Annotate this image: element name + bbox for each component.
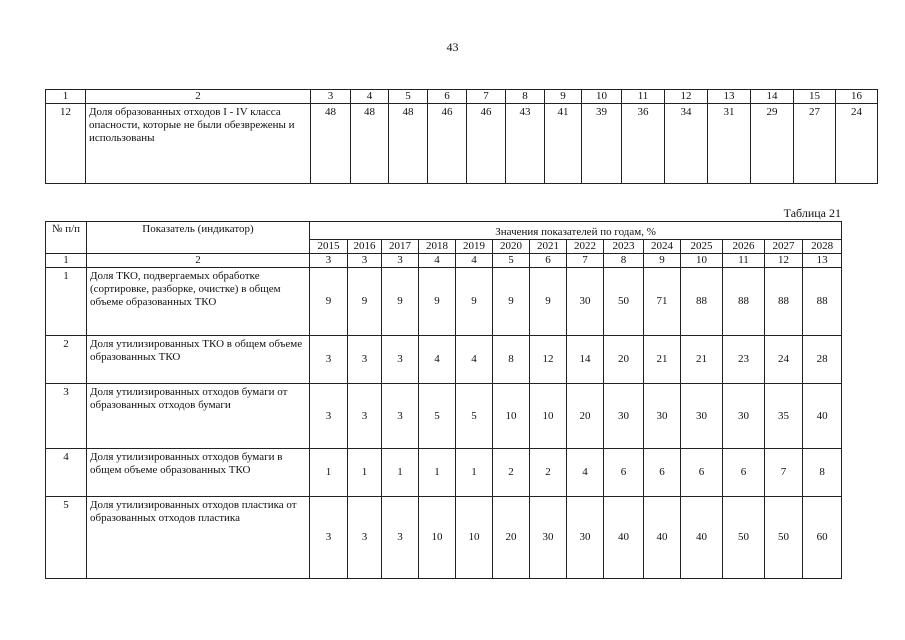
value-cell: 3 <box>382 336 419 384</box>
index-cell: 11 <box>723 254 765 268</box>
table-row <box>46 497 842 579</box>
value-cell: 3 <box>310 497 348 579</box>
index-cell: 7 <box>567 254 604 268</box>
value-cell: 24 <box>765 336 803 384</box>
column-number-cell: 6 <box>428 90 467 104</box>
value-cell: 41 <box>545 104 582 184</box>
year-header: 2016 <box>348 240 382 254</box>
year-header: 2022 <box>567 240 604 254</box>
indicator-label: Доля утилизированных отходов бумаги от образованных отходов бумаги <box>87 384 310 449</box>
value-cell: 23 <box>723 336 765 384</box>
value-cell: 43 <box>506 104 545 184</box>
year-header: 2025 <box>681 240 723 254</box>
value-cell: 8 <box>493 336 530 384</box>
value-cell: 7 <box>765 449 803 497</box>
value-cell: 9 <box>310 268 348 336</box>
page-number: 43 <box>446 40 459 54</box>
column-number-cell: 13 <box>708 90 751 104</box>
value-cell: 3 <box>382 384 419 449</box>
table-row <box>46 384 842 449</box>
year-header: 2027 <box>765 240 803 254</box>
value-cell: 4 <box>567 449 604 497</box>
value-cell: 88 <box>723 268 765 336</box>
value-cell: 27 <box>794 104 836 184</box>
column-number-cell: 7 <box>467 90 506 104</box>
index-cell: 9 <box>644 254 681 268</box>
value-cell: 21 <box>681 336 723 384</box>
table-caption: Таблица 21 <box>783 206 841 220</box>
value-cell: 5 <box>419 384 456 449</box>
value-cell: 48 <box>389 104 428 184</box>
value-cell: 30 <box>530 497 567 579</box>
indicator-label: Доля ТКО, подвергаемых обработке (сортировке, разборке, очистке) в общем объеме образованных ТКО <box>87 268 310 336</box>
value-cell: 3 <box>348 384 382 449</box>
column-number-cell: 15 <box>794 90 836 104</box>
index-cell: 10 <box>681 254 723 268</box>
value-cell: 1 <box>382 449 419 497</box>
value-cell: 88 <box>681 268 723 336</box>
value-cell: 9 <box>348 268 382 336</box>
row-number: 12 <box>46 104 86 184</box>
value-cell: 34 <box>665 104 708 184</box>
value-cell: 9 <box>382 268 419 336</box>
indicator-column-header: Показатель (индикатор) <box>87 222 310 254</box>
index-cell: 4 <box>456 254 493 268</box>
value-cell: 71 <box>644 268 681 336</box>
value-cell: 8 <box>803 449 842 497</box>
table-row <box>46 336 842 384</box>
column-number-cell: 1 <box>46 90 86 104</box>
index-cell: 1 <box>46 254 87 268</box>
column-number-cell: 16 <box>836 90 878 104</box>
value-cell: 50 <box>765 497 803 579</box>
value-cell: 9 <box>530 268 567 336</box>
index-cell: 6 <box>530 254 567 268</box>
row-number: 3 <box>46 384 87 449</box>
value-cell: 60 <box>803 497 842 579</box>
table-row <box>46 104 878 184</box>
year-header: 2018 <box>419 240 456 254</box>
index-cell: 2 <box>87 254 310 268</box>
value-cell: 4 <box>456 336 493 384</box>
value-cell: 1 <box>419 449 456 497</box>
value-cell: 9 <box>493 268 530 336</box>
value-cell: 36 <box>622 104 665 184</box>
value-cell: 1 <box>310 449 348 497</box>
value-cell: 48 <box>351 104 389 184</box>
index-cell: 3 <box>348 254 382 268</box>
value-cell: 1 <box>348 449 382 497</box>
value-cell: 10 <box>419 497 456 579</box>
value-cell: 6 <box>604 449 644 497</box>
year-header: 2020 <box>493 240 530 254</box>
column-number-cell: 5 <box>389 90 428 104</box>
value-cell: 12 <box>530 336 567 384</box>
indicator-label: Доля утилизированных отходов бумаги в общем объеме образованных ТКО <box>87 449 310 497</box>
value-cell: 20 <box>493 497 530 579</box>
value-cell: 3 <box>310 384 348 449</box>
value-cell: 40 <box>681 497 723 579</box>
index-cell: 3 <box>310 254 348 268</box>
value-cell: 5 <box>456 384 493 449</box>
column-number-cell: 2 <box>86 90 311 104</box>
column-number-cell: 3 <box>311 90 351 104</box>
value-cell: 24 <box>836 104 878 184</box>
value-cell: 1 <box>456 449 493 497</box>
value-cell: 40 <box>604 497 644 579</box>
value-cell: 29 <box>751 104 794 184</box>
column-number-cell: 9 <box>545 90 582 104</box>
indicator-label: Доля утилизированных ТКО в общем объеме образованных ТКО <box>87 336 310 384</box>
value-cell: 30 <box>604 384 644 449</box>
row-number: 4 <box>46 449 87 497</box>
year-header: 2026 <box>723 240 765 254</box>
value-cell: 39 <box>582 104 622 184</box>
value-cell: 46 <box>467 104 506 184</box>
index-cell: 12 <box>765 254 803 268</box>
year-header: 2021 <box>530 240 567 254</box>
value-cell: 3 <box>348 497 382 579</box>
value-cell: 30 <box>567 268 604 336</box>
column-number-cell: 10 <box>582 90 622 104</box>
value-cell: 6 <box>681 449 723 497</box>
value-cell: 21 <box>644 336 681 384</box>
column-number-cell: 12 <box>665 90 708 104</box>
value-cell: 9 <box>419 268 456 336</box>
value-cell: 20 <box>604 336 644 384</box>
value-cell: 46 <box>428 104 467 184</box>
value-cell: 10 <box>493 384 530 449</box>
value-cell: 10 <box>530 384 567 449</box>
value-cell: 30 <box>681 384 723 449</box>
year-header: 2017 <box>382 240 419 254</box>
value-cell: 10 <box>456 497 493 579</box>
year-header: 2024 <box>644 240 681 254</box>
row-number: 1 <box>46 268 87 336</box>
year-header: 2019 <box>456 240 493 254</box>
value-cell: 50 <box>723 497 765 579</box>
value-cell: 2 <box>530 449 567 497</box>
value-cell: 6 <box>723 449 765 497</box>
column-number-cell: 11 <box>622 90 665 104</box>
column-number-cell: 8 <box>506 90 545 104</box>
values-group-header: Значения показателей по годам, % <box>310 222 842 240</box>
value-cell: 3 <box>348 336 382 384</box>
value-cell: 30 <box>723 384 765 449</box>
value-cell: 28 <box>803 336 842 384</box>
value-cell: 50 <box>604 268 644 336</box>
row-number: 2 <box>46 336 87 384</box>
number-column-header: № п/п <box>46 222 87 254</box>
waste-indicators-table <box>45 221 842 579</box>
value-cell: 14 <box>567 336 604 384</box>
value-cell: 88 <box>765 268 803 336</box>
value-cell: 4 <box>419 336 456 384</box>
continued-indicators-table <box>45 89 878 184</box>
table-row <box>46 268 842 336</box>
year-header: 2023 <box>604 240 644 254</box>
value-cell: 2 <box>493 449 530 497</box>
value-cell: 88 <box>803 268 842 336</box>
index-cell: 5 <box>493 254 530 268</box>
row-number: 5 <box>46 497 87 579</box>
table-row <box>46 449 842 497</box>
value-cell: 48 <box>311 104 351 184</box>
column-number-cell: 14 <box>751 90 794 104</box>
value-cell: 3 <box>310 336 348 384</box>
value-cell: 35 <box>765 384 803 449</box>
value-cell: 40 <box>644 497 681 579</box>
index-cell: 8 <box>604 254 644 268</box>
indicator-label: Доля образованных отходов I - IV класса опасности, которые не были обезврежены и использованы <box>86 104 311 184</box>
value-cell: 30 <box>644 384 681 449</box>
value-cell: 6 <box>644 449 681 497</box>
index-cell: 4 <box>419 254 456 268</box>
value-cell: 40 <box>803 384 842 449</box>
value-cell: 9 <box>456 268 493 336</box>
value-cell: 3 <box>382 497 419 579</box>
column-number-cell: 4 <box>351 90 389 104</box>
value-cell: 31 <box>708 104 751 184</box>
year-header: 2028 <box>803 240 842 254</box>
index-cell: 3 <box>382 254 419 268</box>
indicator-label: Доля утилизированных отходов пластика от образованных отходов пластика <box>87 497 310 579</box>
year-header: 2015 <box>310 240 348 254</box>
index-cell: 13 <box>803 254 842 268</box>
value-cell: 30 <box>567 497 604 579</box>
value-cell: 20 <box>567 384 604 449</box>
